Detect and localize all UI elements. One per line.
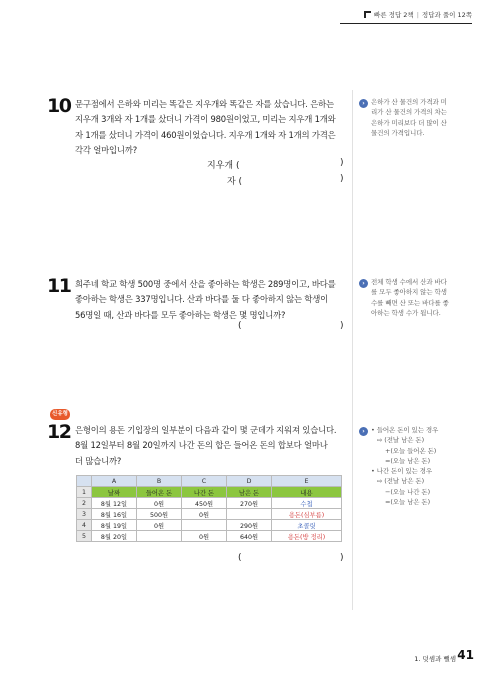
problem-11-line: 좋아하는 학생은 337명입니다. 산과 바다를 둘 다 좋아하지 않는 학생이 <box>75 294 329 305</box>
answer-12-close: ) <box>340 553 344 563</box>
problem-11-text <box>75 277 350 323</box>
row-number: 3 <box>77 509 92 520</box>
table-row <box>77 520 342 531</box>
table-cell: 0원 <box>182 509 227 520</box>
table-cell: 내용 <box>272 487 342 498</box>
new-type-badge: 신유형 <box>50 409 70 420</box>
table-cell: 500원 <box>137 509 182 520</box>
table-cell <box>182 520 227 531</box>
hint-arrow-icon: › <box>359 279 368 288</box>
table-cell: 0원 <box>137 498 182 509</box>
table-cell: 270원 <box>227 498 272 509</box>
table-row <box>77 487 342 498</box>
hint-line: ⇨ (전날 남은 돈) <box>377 477 425 486</box>
table-cell: 8월 16일 <box>92 509 137 520</box>
hint-line: 를 모두 좋아하지 않는 학생 <box>371 288 447 297</box>
hint-line: 물건의 가격입니다. <box>371 128 425 137</box>
answer-11-close: ) <box>340 321 344 331</box>
table-column-header-row <box>77 476 342 487</box>
hint-line: =(오늘 남은 돈) <box>385 456 431 465</box>
table-cell: 날짜 <box>92 487 137 498</box>
hint-line: 수를 빼면 산 또는 바다를 좋 <box>371 298 449 307</box>
table-cell: 용돈(심부름) <box>272 509 342 520</box>
row-number: 5 <box>77 531 92 542</box>
table-row <box>77 498 342 509</box>
header-rule <box>340 23 472 24</box>
table-cell: 8월 19일 <box>92 520 137 531</box>
column-header: C <box>182 476 227 487</box>
table-cell <box>227 509 272 520</box>
hint-line: 아하는 학생 수가 됩니다. <box>371 308 441 317</box>
table-cell: 나간 돈 <box>182 487 227 498</box>
column-header: B <box>137 476 182 487</box>
row-number: 2 <box>77 498 92 509</box>
problem-11-line: 희주네 학교 학생 500명 중에서 산을 좋아하는 학생은 289명이고, 바다를 <box>75 279 336 289</box>
problem-10-line: 문구점에서 은하와 미리는 똑같은 지우개와 똑같은 자를 샀습니다. 은하는 <box>75 99 334 109</box>
problem-11-number: 11 <box>47 275 71 297</box>
problem-11-hint <box>371 277 481 318</box>
hint-line: 전체 학생 수에서 산과 바다 <box>371 278 447 286</box>
table-cell: 용돈(방 정리) <box>272 531 342 542</box>
allowance-ledger-table <box>76 475 342 542</box>
problem-12-number: 12 <box>47 421 71 443</box>
problem-12-text <box>75 423 353 469</box>
column-header: A <box>92 476 137 487</box>
problem-10-text <box>75 97 350 158</box>
answer-ruler-close: ) <box>340 174 344 184</box>
table-cell: 수첩 <box>272 498 342 509</box>
column-divider <box>352 90 353 610</box>
hint-arrow-icon: › <box>359 99 368 108</box>
table-cell: 남은 돈 <box>227 487 272 498</box>
problem-10-line: 지우개 3개와 자 1개를 샀더니 가격이 980원이었고, 미리는 지우개 1개와 <box>75 114 336 125</box>
hint-line: ⇨ (전날 남은 돈) <box>377 436 425 445</box>
corner-mark-icon <box>364 11 371 18</box>
table-row <box>77 509 342 520</box>
problem-12-line: 8월 12일부터 8월 20일까지 나간 돈의 합은 들어온 돈의 합보다 얼마나 <box>75 440 328 451</box>
problem-11-line: 56명일 때, 산과 바다를 모두 좋아하는 학생은 몇 명입니까? <box>75 309 286 320</box>
table-cell: 8월 20일 <box>92 531 137 542</box>
table-cell: 450원 <box>182 498 227 509</box>
chapter-title: 1. 덧셈과 뺄셈 <box>414 655 456 663</box>
header-book: 빠른 정답 2책 <box>374 11 414 19</box>
column-header <box>77 476 92 487</box>
table-cell: 0원 <box>182 531 227 542</box>
table-row <box>77 531 342 542</box>
row-number: 4 <box>77 520 92 531</box>
header-section: 정답과 풀이 12쪽 <box>421 11 472 19</box>
row-number: 1 <box>77 487 92 498</box>
problem-10-hint <box>371 97 481 138</box>
header-separator: | <box>416 10 419 19</box>
table-cell: 0원 <box>137 520 182 531</box>
problem-12-line: 은형이의 용돈 기입장의 일부분이 다음과 같이 몇 군데가 지워져 있습니다. <box>75 425 337 435</box>
problem-10-number: 10 <box>47 95 71 117</box>
table-cell <box>137 531 182 542</box>
page-number: 41 <box>457 648 474 662</box>
hint-line: =(오늘 남은 돈) <box>385 498 431 507</box>
problem-10-line: 각각 얼마입니까? <box>75 144 137 155</box>
column-header: D <box>227 476 272 487</box>
table-cell: 들어온 돈 <box>137 487 182 498</box>
hint-line: 은하가 산 물건의 가격과 미 <box>371 98 447 106</box>
table-cell: 290원 <box>227 520 272 531</box>
problem-10-line: 자 1개를 샀더니 가격이 460원이었습니다. 지우개 1개와 자 1개의 가격은 <box>75 129 336 140</box>
hint-line: • 들어온 돈이 있는 경우 <box>371 426 439 434</box>
hint-line: +(오늘 들어온 돈) <box>385 446 437 455</box>
hint-line: −(오늘 나간 돈) <box>385 487 431 496</box>
hint-line: • 나간 돈이 있는 경우 <box>371 467 433 476</box>
answer-11-open: ( <box>238 321 242 331</box>
table-cell: 640원 <box>227 531 272 542</box>
answer-eraser-close: ) <box>340 158 344 168</box>
hint-line: 리가 산 물건의 가격의 차는 <box>371 108 447 117</box>
page-header <box>364 10 472 19</box>
hint-arrow-icon: › <box>359 427 368 436</box>
table-cell: 8월 12일 <box>92 498 137 509</box>
hint-line: 은하가 미리보다 더 많이 산 <box>371 118 447 127</box>
answer-eraser-label: 지우개 ( <box>207 161 240 171</box>
answer-ruler-label: 자 ( <box>227 177 243 187</box>
table-cell: 초콜릿 <box>272 520 342 531</box>
problem-12-hint <box>371 425 481 507</box>
answer-12-open: ( <box>238 553 242 563</box>
column-header: E <box>272 476 342 487</box>
problem-12-line: 더 많습니까? <box>75 455 122 466</box>
